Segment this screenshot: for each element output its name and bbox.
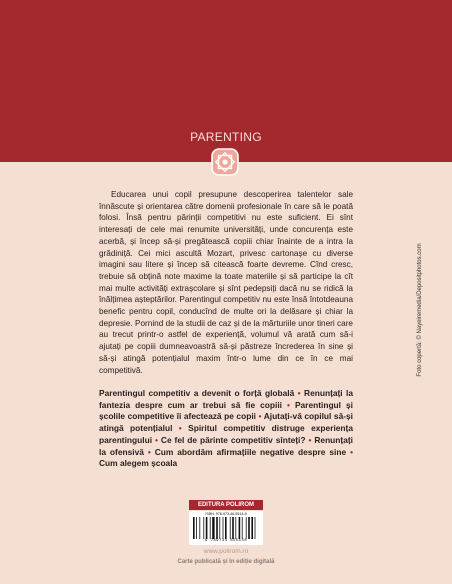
- chapter-item: Cum alegem școala: [99, 458, 178, 469]
- chapter-bullet: •: [152, 434, 161, 445]
- chapter-item: Ajutați-vă copilul să-și atingă potențialul: [99, 411, 353, 434]
- chapter-bullet: •: [255, 411, 264, 422]
- barcode-digits: 9 789734 655148: [204, 539, 247, 543]
- book-description: Educarea unui copil presupune descoperirea talentelor sale înnăscute și orientarea către domenii profesionale în care să le poată folosi. Însă pentru părinții competitivi nu este suficient. Ei sînt interesați de cele mai renumite universități, unde concurența este acerbă, și încep să-și pregătească copiii chiar înainte de a intra la grădiniță. Cei mici ascultă Mozart, privesc cartonașe cu diverse imagini sau litere și încep să citească foarte devreme. Cînd cresc, trebuie să obțină note maxime la toate materiile și să participe la cît mai multe activități extrașcolare și sînt pedepsiți dacă nu se ridică la înălțimea așteptărilor. Parentingul competitiv nu este însă întotdeauna benefic pentru copil, conducînd de multe ori la delăsare și chiar la depresie. Pornind de la studii de caz și de la mărturiile unor tineri care au trecut printr-o astfel de experiență, volumul vă arată cum să-i ajutați pe copiii dumneavoastră să-și păstreze încrederea în sine și să-și atingă potențialul maxim într-o lume din ce în ce mai competitivă.: [99, 190, 353, 375]
- chapter-item: Ce fel de părinte competitiv sînteți?: [160, 434, 306, 445]
- chapter-item: Renunțați la fantezia despre cum ar trebui să fie copiii: [99, 388, 354, 410]
- series-title: PARENTING: [190, 130, 262, 144]
- digital-edition-note: Carte publicată și în ediție digitală: [177, 559, 275, 565]
- chapter-item: Parentingul competitiv a devenit o forță globală: [99, 388, 295, 398]
- chapter-bullet: •: [294, 388, 305, 398]
- publisher-website: www.polirom.ro: [203, 548, 249, 555]
- chapter-item: Parentingul și școlile competitive îi afectează pe copii: [99, 399, 353, 422]
- chapter-bullet: •: [143, 446, 155, 457]
- flower-emblem-icon: [211, 148, 239, 176]
- chapter-list: [99, 388, 353, 470]
- chapter-bullet: •: [172, 423, 189, 434]
- isbn-text: ISBN: 978-973-46-5514-8: [205, 512, 247, 516]
- chapter-bullet: •: [346, 446, 354, 457]
- chapter-bullet: •: [282, 399, 295, 410]
- photo-credit: Foto copertă: © Nayeiremedia/Depositphotos.com: [417, 243, 423, 377]
- chapter-bullet: •: [305, 434, 315, 445]
- barcode-panel: [189, 511, 263, 545]
- chapter-item: Renunțați la ofensivă: [99, 434, 353, 457]
- chapter-item: Spiritul competitiv distruge experiența parentingului: [99, 423, 353, 445]
- barcode: [193, 517, 259, 539]
- chapter-item: Cum abordăm afirmațiile negative despre sine: [154, 446, 347, 457]
- publisher-label: EDITURA POLIROM: [189, 500, 263, 510]
